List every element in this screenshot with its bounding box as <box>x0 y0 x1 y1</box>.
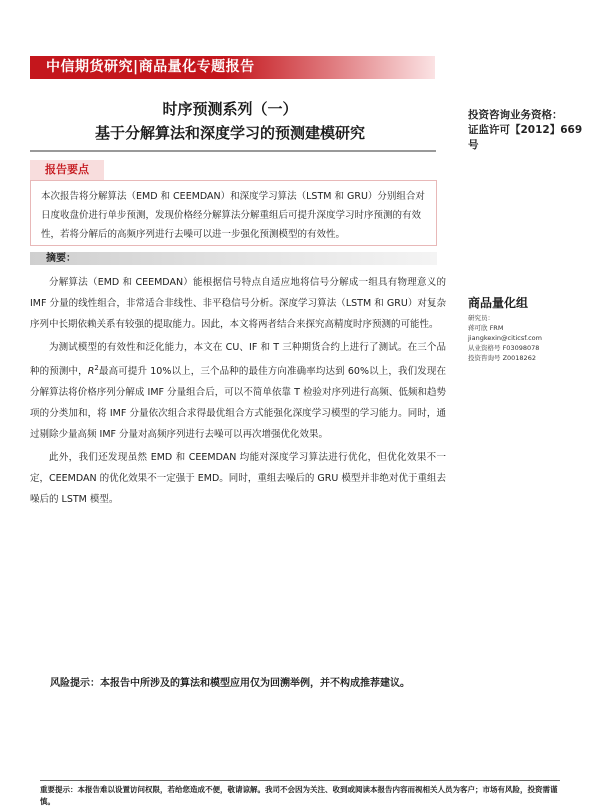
abstract-paragraph-2 <box>30 337 446 445</box>
summary-text: 本次报告将分解算法（EMD 和 CEEMDAN）和深度学习算法（LSTM 和 GRU）分别组合对日度收盘价进行单步预测，发现价格经分解算法分解重组后可提升深度学习时序预测的有效性，若将分解后的高频序列进行去噪可以进一步强化预测模型的有效性。 <box>41 191 425 240</box>
footer-notice: 重要提示：本报告难以设置访问权限，若给您造成不便，敬请谅解。我司不会因为关注、收到或阅读本报告内容而视相关人员为客户；市场有风险，投资需谨慎。 <box>40 785 558 806</box>
sidebar-analyst-name: 蒋可欣 FRM <box>468 324 504 332</box>
summary-box <box>30 180 437 246</box>
qualification-line2: 证监许可【2012】669 号 <box>468 124 583 151</box>
sidebar-group-title: 商品量化组 <box>468 296 529 310</box>
sidebar-email: jiangkexin@citicsf.com <box>468 334 542 342</box>
qualification-line1: 投资咨询业务资格： <box>468 109 563 121</box>
sidebar-role: 研究员： <box>468 314 494 322</box>
r-squared-exponent: 2 <box>94 364 99 372</box>
report-title-line2: 基于分解算法和深度学习的预测建模研究 <box>94 124 365 142</box>
abstract-paragraph-2-end: 最高可提升 10%以上，三个品种的最佳方向准确率均达到 60%以上，我们发现在分解算法将价格序列分解成 IMF 分量组合后，可以不简单依靠 T 检验对序列进行高频、低频和趋势项的分类加和，将 IMF 分量依次组合求得最优组合方式能强化深度学习模型的学习能力。同时，通过剔除少量高频 IMF 分量对高频序列进行去噪可以再次增强优化效果。 <box>30 366 446 441</box>
report-title-line1: 时序预测系列（一） <box>162 100 298 118</box>
abstract-paragraph-1: 分解算法（EMD 和 CEEMDAN）能根据信号特点自适应地将信号分解成一组具有物理意义的 IMF 分量的线性组合，非常适合非线性、非平稳信号分析。深度学习算法（LSTM 和 GRU）对复杂序列中长期依赖关系有较强的提取能力。因此，本文将两者结合来探究高精度时序预测的可能性。 <box>30 277 446 330</box>
r-squared-symbol: R <box>87 366 95 378</box>
abstract-paragraph-2-start: 为测试模型的有效性和泛化能力，本文在 CU、IF 和 T 三种期货合约上进行了测试。在三个品种的预测中， <box>30 342 446 378</box>
abstract-body <box>30 272 446 512</box>
risk-warning: 风险提示：本报告中所涉及的算法和模型应用仅为回溯举例，并不构成推荐建议。 <box>50 678 410 689</box>
sidebar-license-1: 从业资格号 F03098078 <box>468 344 540 352</box>
abstract-paragraph-3: 此外，我们还发现虽然 EMD 和 CEEMDAN 均能对深度学习算法进行优化，但优化效果不一定，CEEMDAN 的优化效果不一定强于 EMD。同时，重组去噪后的 GRU 模型并非绝对优于重组去噪后的 LSTM 模型。 <box>30 452 446 506</box>
title-divider <box>30 150 436 152</box>
sidebar-license-2: 投资咨询号 Z0018262 <box>468 354 536 362</box>
summary-tab: 报告要点 <box>30 160 104 180</box>
sidebar-analyst-info <box>468 313 593 363</box>
footer-divider <box>40 780 560 781</box>
report-banner: 中信期货研究|商品量化专题报告 <box>30 56 435 79</box>
abstract-heading: 摘要： <box>30 252 437 265</box>
